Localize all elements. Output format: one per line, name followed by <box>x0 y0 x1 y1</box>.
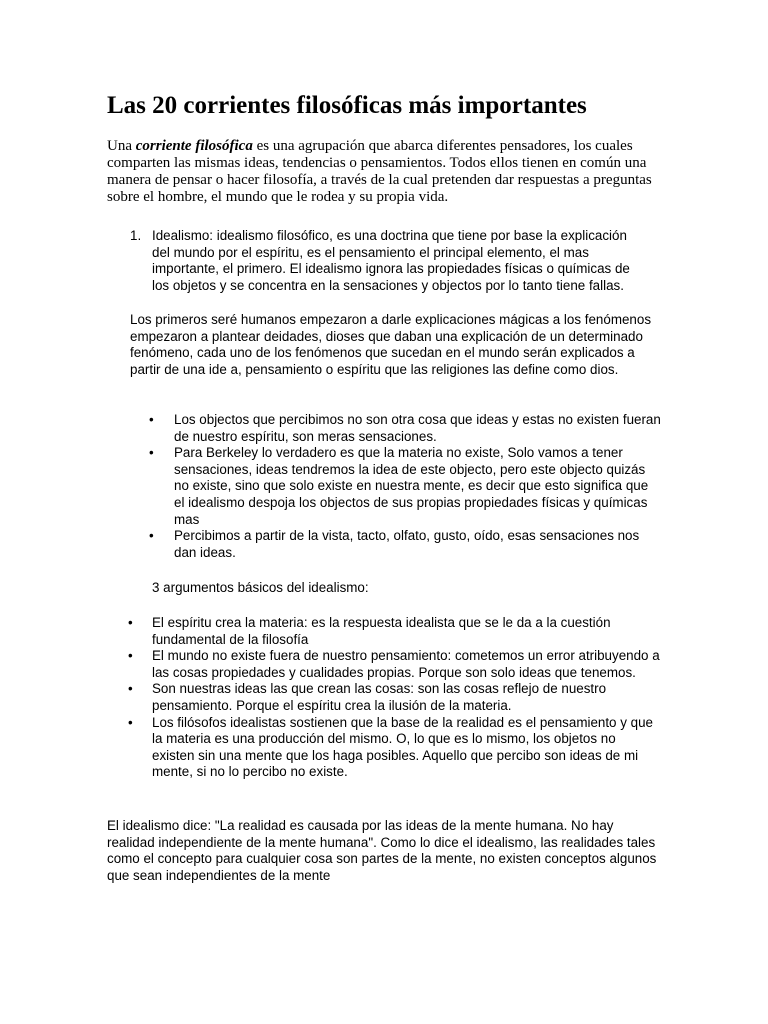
list-item-text: Percibimos a partir de la vista, tacto, olfato, gusto, oído, esas sensaciones nos dan ideas. <box>174 528 640 560</box>
list-item <box>130 615 660 648</box>
list-item <box>130 648 660 681</box>
bullet-icon: • <box>128 648 133 664</box>
bullet-icon: • <box>128 681 133 697</box>
list-item-text: Los filósofos idealistas sostienen que la base de la realidad es el pensamiento y que la materia es una producción del mismo. O, lo que es lo mismo, los objetos no existen sin una mente que los haga posibles. Aquello que percibo son ideas de mi mente, si no lo percibo no existe. <box>152 714 653 780</box>
bullet-icon: • <box>128 615 133 630</box>
list-item <box>130 681 660 714</box>
page-title: Las 20 corrientes filosóficas más importantes <box>107 92 587 119</box>
list-item <box>149 528 662 561</box>
intro-prefix: Una <box>107 138 136 154</box>
bullet-icon: • <box>149 528 154 544</box>
final-paragraph: El idealismo dice: "La realidad es causada por las ideas de la mente humana. No hay realidad independiente de la mente humana". Como lo dice el idealismo, las realidades tales como el concepto para cualquier cosa son partes de la mente, no existen conceptos algunos que sean independientes de la mente <box>107 818 657 883</box>
list-item <box>149 412 662 445</box>
list-item-text: Los objectos que percibimos no son otra cosa que ideas y estas no existen fueran de nuestro espíritu, son meras sensaciones. <box>174 412 661 444</box>
bullet-list-arguments <box>130 615 660 781</box>
intro-term: corriente filosófica <box>135 138 253 154</box>
list-item-text: El espíritu crea la materia: es la respuesta idealista que se le da a la cuestión fundamental de la filosofía <box>152 615 611 647</box>
arguments-heading: 3 argumentos básicos del idealismo: <box>152 580 369 595</box>
list-item-text: El mundo no existe fuera de nuestro pensamiento: cometemos un error atribuyendo a las cosas propiedades y cualidades propias. Porque son solo ideas que tenemos. <box>152 648 660 680</box>
list-item-text: Son nuestras ideas las que crean las cosas: son las cosas reflejo de nuestro pensamiento. Porque el espíritu crea la ilusión de la materia. <box>152 681 607 713</box>
intro-paragraph <box>107 138 667 206</box>
bullet-list-perception <box>149 412 662 561</box>
paragraph-origins: Los primeros seré humanos empezaron a darle explicaciones mágicas a los fenómenos empezaron a plantear deidades, dioses que daban una explicación de un determinado fenómeno, cada uno de los fenómenos que sucedan en el mundo serán explicados a partir de una ide a, pensamiento o espíritu que las religiones las define como dios. <box>130 312 652 377</box>
intro-rest: es una agrupación que abarca diferentes pensadores, los cuales comparten las mismas ideas, tendencias o pensamientos. Todos ellos tienen en común una manera de pensar o hacer filosofía, a través de la cual pretenden dar respuestas a preguntas sobre el hombre, el mundo que le rodea y su propia vida. <box>107 138 652 205</box>
bullet-icon: • <box>149 445 154 461</box>
list-item <box>130 715 660 781</box>
numbered-item-text: Idealismo: idealismo filosófico, es una doctrina que tiene por base la explicación del mundo por el espíritu, es el pensamiento el principal elemento, el mas importante, el primero. El idealismo ignora las propiedades físicas o químicas de los objetos y se concentra en la sensaciones y objectos por lo tanto tiene fallas. <box>152 228 630 293</box>
bullet-icon: • <box>149 412 154 427</box>
list-item <box>149 445 662 528</box>
numbered-item-idealismo <box>130 228 645 294</box>
list-item-text: Para Berkeley lo verdadero es que la materia no existe, Solo vamos a tener sensaciones, ideas tendremos la idea de este objecto, pero este objecto quizás no existe, sino que solo existe en nuestra mente, es decir que esto significa que el idealismo despoja los objectos de sus propias propiedades físicas y químicas mas <box>174 445 649 527</box>
bullet-icon: • <box>128 714 133 730</box>
list-number: 1. <box>130 228 142 243</box>
